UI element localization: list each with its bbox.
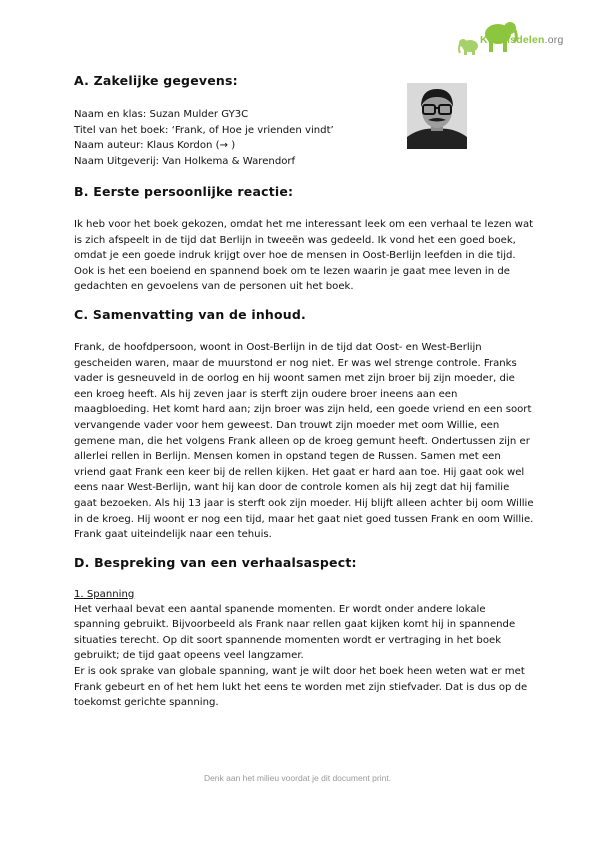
kennisdelen-logo[interactable] — [458, 16, 578, 58]
section-c-heading: C. Samenvatting van de inhoud. — [74, 306, 307, 322]
section-c — [74, 307, 534, 543]
section-d — [74, 555, 534, 711]
author-line: Naam auteur: Klaus Kordon (→ ) — [74, 140, 236, 152]
section-a-heading: A. Zakelijke gegevens: — [74, 73, 238, 88]
document-body — [74, 73, 534, 711]
spanning-paragraph-1: Het verhaal bevat een aantal spanende momenten. Er wordt onder andere lokale spanning gebruikt. Bijvoorbeeld als Frank naar rellen gaat kijken komt hij in spannende situaties terecht. Op dit soort spannende momenten wordt er vertraging in het boek gebruikt; de tijd gaat opeens veel langzamer. — [74, 603, 516, 662]
section-b-heading: B. Eerste persoonlijke reactie: — [74, 184, 294, 199]
footer-note: Denk aan het milieu voordat je dit document print. — [203, 773, 392, 783]
publisher-line: Naam Uitgeverij: Van Holkema & Warendorf — [74, 155, 296, 167]
spanning-paragraph-2: Er is ook sprake van globale spanning, want je wilt door het boek heen weten wat er met Frank gebeurt en of het hem lukt het eens te worden met zijn stiefvader. Dat is dus op de toekomst gerichte spanning. — [74, 666, 528, 709]
first-reaction-paragraph: Ik heb voor het boek gekozen, omdat het me interessant leek om een verhaal te lezen wat is zich afspeelt in de tijd dat Berlijn in tweeën was gedeeld. Ik vond het een goed boek, omdat je een goede indruk krijgt over hoe de mensen in Oost-Berlijn leefden in die tijd. Ook is het een boeiend en spannend boek om te lezen waarin je gaat mee leven in de gedachten en gevoelens van de personen uit het boek. — [74, 219, 534, 293]
section-d-heading: D. Bespreking van een verhaalsaspect: — [74, 554, 357, 570]
book-title-line: Titel van het boek: ‘Frank, of Hoe je vrienden vindt’ — [74, 124, 334, 136]
section-a — [74, 73, 534, 178]
logo-wordmark: Kennisdelen.org — [480, 34, 564, 46]
author-photo — [407, 83, 467, 149]
student-name-line: Naam en klas: Suzan Mulder GY3C — [74, 109, 249, 120]
summary-paragraph: Frank, de hoofdpersoon, woont in Oost-Berlijn in de tijd dat Oost- en West-Berlijn gescheiden waren, maar de muurstond er nog niet. Er was wel strenge controle. Franks vader is gesneuveld in de oorlog en hij woont samen met zijn broer bij zijn moeder, die een kroeg heeft. Als hij zeven jaar is sterft zijn oudere broer ineens aan een maagbloeding. Het komt hard aan; zijn broer was zijn held, een goede vriend en een soort vervangende vader voor hem geweest. Dan trouwt zijn moeder met oom Willie, een gemene man, die het volgens Frank alleen op de kroeg gemunt heeft. Ondertussen zijn er allerlei rellen in Berlijn. Mensen komen in opstand tegen de Russen. Samen met een vriend gaat Frank een keer bij de rellen kijken. Het gaat er hard aan toe. Hij gaat ook wel eens naar West-Berlijn, want hij kan door de controle komen als hij zegt dat hij familie gaat bezoeken. Als hij 13 jaar is sterft ook zijn moeder. Hij blijft alleen achter bij oom Willie in de kroeg. Hij woont er nog een tijd, maar het gaat niet goed tussen Frank en oom Willie. Frank gaat uiteindelijk naar een tehuis. — [74, 341, 534, 541]
section-b — [74, 184, 534, 295]
spanning-subheading: 1. Spanning — [74, 588, 135, 600]
